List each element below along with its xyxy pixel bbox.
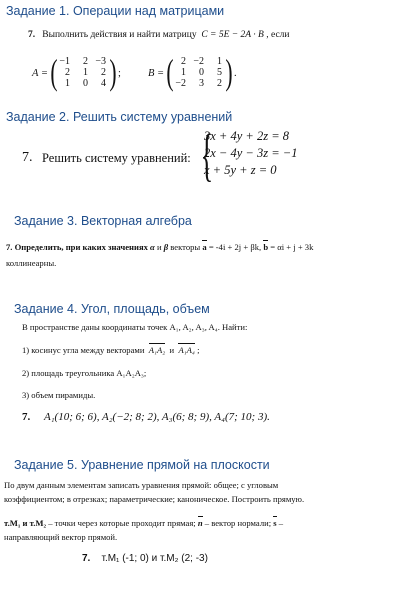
- equation-1: 3x + 4y + 2z = 8: [204, 129, 290, 143]
- matrix-b-cell: 1: [217, 56, 222, 67]
- task1-formula: C = 5E − 2A · B: [201, 30, 264, 40]
- task2-title: Задание 2. Решить систему уравнений: [6, 110, 233, 124]
- alpha-symbol: α: [150, 242, 155, 252]
- matrix-separator: ;: [118, 68, 121, 79]
- task4-points-line: [22, 411, 270, 423]
- task1-text: Выполнить действия и найти матрицу: [42, 30, 197, 40]
- matrix-a-cell: 2: [65, 67, 70, 78]
- task3-number: 7.: [6, 242, 13, 252]
- matrix-b-cell: 2: [181, 56, 186, 67]
- task3-text-b: векторы: [170, 242, 201, 252]
- vector-a-expr: = -4i + 2j + βk,: [208, 242, 262, 252]
- task1-statement: [28, 30, 289, 40]
- task5-para1-line2: коэффициентом; в отрезках; параметрические; каноническое. Построить прямую.: [4, 494, 305, 504]
- task5-title: Задание 5. Уравнение прямой на плоскости: [14, 458, 270, 472]
- matrix-a-left-paren: (: [50, 52, 58, 92]
- task4-item1-end: ;: [197, 345, 200, 355]
- task4-title: Задание 4. Угол, площадь, объем: [14, 302, 210, 316]
- task3-text-a: Определить, при каких значениях: [14, 242, 148, 252]
- matrix-a-cell: 0: [83, 78, 88, 89]
- matrix-a-cell: 2: [101, 67, 106, 78]
- beta-symbol: β: [163, 242, 169, 252]
- matrix-b-cell: −2: [175, 78, 186, 89]
- task4-item2: 2) площадь треугольника A₁A₂A₃;: [22, 368, 147, 378]
- task2-number: 7.: [22, 150, 33, 165]
- task5-para2: [4, 518, 283, 528]
- matrix-a-cell: −1: [59, 56, 70, 67]
- matrix-b: [166, 52, 222, 92]
- task5-para2-c: –: [278, 518, 284, 528]
- task5-points-label: т.M₁ и т.M₂: [4, 518, 47, 528]
- equation-2: 2x − 4y − 3z = −1: [204, 146, 298, 160]
- task5-para2-b: – вектор нормали;: [204, 518, 272, 528]
- vector-b-expr: = αi + j + 3k: [270, 242, 314, 252]
- matrix-a-cell: −3: [95, 56, 106, 67]
- matrix-b-cell: 0: [199, 67, 204, 78]
- normal-vector-n: n: [197, 518, 203, 528]
- task4-number: 7.: [22, 411, 31, 423]
- matrix-a-cell: 1: [65, 78, 70, 89]
- direction-vector-s: s: [273, 518, 277, 528]
- matrix-end: .: [234, 68, 237, 79]
- matrix-b-cell: 1: [181, 67, 186, 78]
- task3-line2: коллинеарны.: [6, 258, 57, 268]
- task4-item1: [22, 345, 199, 355]
- matrix-b-label: B =: [148, 68, 165, 79]
- matrix-a-right-paren: ): [109, 52, 117, 92]
- task4-points: A₁(10; 6; 6), A₂(−2; 8; 2), A₃(6; 8; 9), A₄(7; 10; 3).: [44, 411, 270, 423]
- matrix-a-label: A =: [32, 68, 48, 79]
- task3-statement: [6, 242, 313, 252]
- task2-text: Решить систему уравнений:: [42, 151, 191, 165]
- task4-item1-and: и: [169, 345, 175, 355]
- vector-a: a: [202, 242, 207, 252]
- matrix-b-cell: 5: [217, 67, 222, 78]
- task1-number: 7.: [28, 30, 36, 40]
- vector-b: b: [263, 242, 269, 252]
- matrix-a: [50, 52, 106, 92]
- task5-para2-a: – точки через которые проходит прямая;: [48, 518, 196, 528]
- system-equations: [204, 128, 297, 179]
- task5-para3: направляющий вектор прямой.: [4, 532, 118, 542]
- task1-tail: , если: [266, 30, 290, 40]
- matrix-b-cell: 3: [199, 78, 204, 89]
- task4-item3: 3) объем пирамиды.: [22, 390, 96, 400]
- system-brace: {: [200, 122, 214, 187]
- vector-a1a2: A₁A₂: [148, 345, 166, 355]
- task5-points-line: [82, 553, 208, 564]
- task5-number: 7.: [82, 553, 91, 564]
- matrix-a-cell: 4: [101, 78, 106, 89]
- task5-para1-line1: По двум данным элементам записать уравнения прямой: общее; с угловым: [4, 480, 279, 490]
- vector-a1a4: A₁A₄: [178, 345, 195, 355]
- matrix-b-cell: 2: [217, 78, 222, 89]
- matrix-b-cell: −2: [193, 56, 204, 67]
- task4-item1-text: 1) косинус угла между векторами: [22, 345, 145, 355]
- equation-3: x + 5y + z = 0: [204, 163, 277, 177]
- matrix-a-cell: 1: [83, 67, 88, 78]
- task4-intro: В пространстве даны координаты точек A₁, A₂, A₃, A₄. Найти:: [22, 322, 248, 332]
- task3-and: и: [156, 242, 162, 252]
- task1-title: Задание 1. Операции над матрицами: [6, 4, 225, 18]
- task3-title: Задание 3. Векторная алгебра: [14, 214, 192, 228]
- matrix-b-right-paren: ): [225, 52, 233, 92]
- task5-points: т.M₁ (-1; 0) и т.M₂ (2; -3): [101, 553, 208, 564]
- matrix-b-left-paren: (: [166, 52, 174, 92]
- matrix-a-cell: 2: [83, 56, 88, 67]
